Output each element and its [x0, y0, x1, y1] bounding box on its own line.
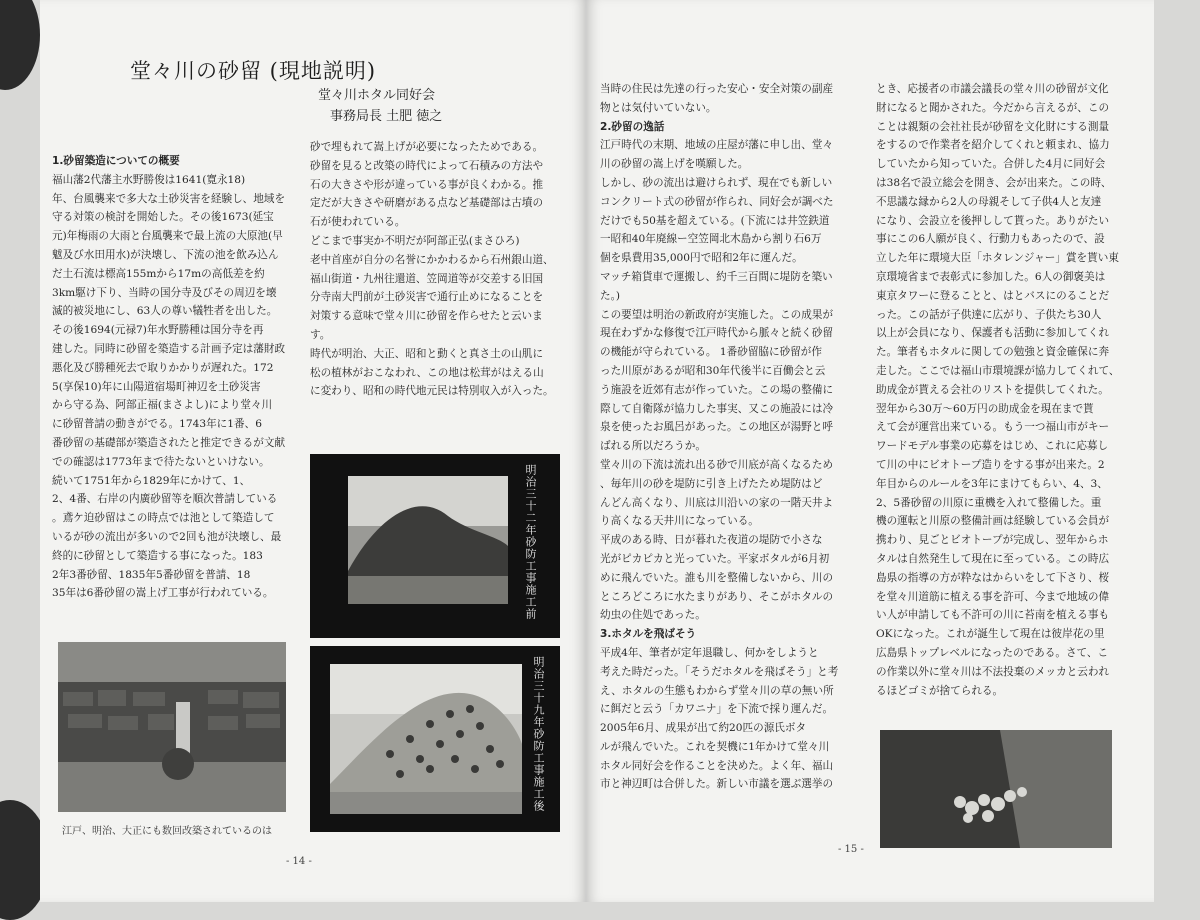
text-line: ワードモデル事業の応募をはじめ、これに応募し: [876, 440, 1109, 453]
text-line: コンクリート式の砂留が作られ、同好会が調べた: [600, 195, 834, 208]
text-line: 京環境省まで表彰式に参加した。6人の御褒美は: [876, 270, 1106, 283]
text-line: るほどゴミが捨てられる。: [876, 684, 1004, 697]
background-object-top: [0, 0, 40, 90]
text-line: 砂留を見ると改築の時代によって石積みの方法や: [310, 159, 544, 172]
text-line: 5(享保10)年に山陽道宿場町神辺を土砂災害: [52, 380, 261, 393]
text-line: 年目からのルールを3年にまけてもらい、4、3、: [876, 477, 1108, 490]
historical-photo-after: [310, 646, 560, 832]
text-line: ホタル同好会を作ることを決めた。よく年、福山: [600, 759, 834, 772]
text-line: 携わり、見ごとビオトープが完成し、翌年からホ: [876, 534, 1109, 547]
photo-stone-dam: [58, 642, 286, 812]
text-line: 個を県費用35,000円で昭和2年に運んだ。: [600, 252, 803, 265]
text-line: マッチ箱貨車で運搬し、約千三百間に堤防を築い: [600, 270, 833, 283]
text-line: に砂留普請の動きがでる。1743年に1番、6: [52, 418, 262, 431]
photo-volunteers-riverbed: [880, 730, 1112, 848]
text-line: 終的に砂留として築造する事になった。183: [52, 549, 263, 562]
text-line: 泉を使ったお風呂があった。この地区が湯野と呼: [600, 421, 833, 434]
page-title: 堂々川の砂留 (現地説明): [130, 59, 377, 83]
text-line: て川の中にビオトープ造りをする事が出来た。2: [876, 458, 1105, 471]
hill-before-illustration: [348, 476, 508, 604]
author-line: 事務局長 土肥 徳之: [330, 109, 443, 124]
text-line: 事にこの6人願が良く、行動力もあったので、設: [876, 233, 1105, 246]
text-line: ルが飛んでいた。これを契機に1年かけて堂々川: [600, 740, 830, 753]
text-line: 市と神辺町は合併した。新しい市議を選ぶ選挙の: [600, 778, 834, 791]
text-line: 以上が会員になり、保護者も活動に参加してくれ: [876, 327, 1110, 340]
text-line: だ土石流は標高155mから17mの高低差を約: [52, 267, 265, 280]
historical-photo-before: [310, 454, 560, 638]
stone-dam-illustration: [58, 642, 286, 812]
text-line: 砂で埋もれて嵩上げが必要になったためである。: [310, 141, 544, 153]
text-line: とき、応援者の市議会議長の堂々川の砂留が文化: [876, 83, 1109, 95]
organization-name: 堂々川ホタル同好会: [318, 88, 436, 103]
text-line: った川原があるが昭和30年代後半に百働会と云: [600, 364, 826, 377]
text-line: 際して自衛隊が協力した事実、又この施設には冷: [600, 402, 834, 415]
text-line: から守る為、阿部正福(まさよし)により堂々川: [52, 399, 273, 412]
text-line: めに飛んでいた。誰も川を整備しないから、川の: [600, 571, 834, 584]
text-line: ところどころに水たまりがあり、そこがホタルの: [600, 590, 834, 603]
right-column-1: [600, 80, 838, 794]
right-page: [586, 0, 1154, 902]
text-line: を堂々川道筋に植える事を許可、今まで地域の偉: [876, 590, 1110, 603]
text-line: 松の植林がおこなわれ、この地は松茸がはえる山: [310, 366, 544, 379]
text-line: その後1694(元禄7)年水野勝種は国分寺を再: [52, 324, 264, 337]
page-number-left: - 14 -: [286, 856, 312, 867]
text-line: んどん高くなり、川底は川沿いの家の一階天井よ: [600, 496, 834, 509]
text-line: だけでも50基を超えている。(下流には井笠鉄道: [600, 214, 830, 227]
text-line: に餌だと云う「カワニナ」を下流で採り運んだ。: [600, 703, 834, 716]
text-line: 。鳶ケ迫砂留はこの時点では池として築造して: [52, 512, 275, 525]
text-line: していたから知っていた。合併した4月に同好会: [876, 158, 1106, 171]
text-line: の機能が守られている。 1番砂留脇に砂留が作: [600, 346, 822, 359]
text-line: 番砂留の基礎部が築造されたと推定できるが文献: [52, 436, 286, 449]
text-line: 対策する意味で堂々川に砂留を作らせたと云いま: [310, 310, 543, 323]
hill-after-illustration: [330, 664, 522, 814]
text-line: 光がピカピカと光っていた。平家ボタルが6月初: [600, 552, 830, 565]
text-line: 堂々川の下流は流れ出る砂で川底が高くなるため: [600, 458, 834, 471]
text-line: をするので作業者を紹介してくれと頼まれ、協力: [876, 139, 1110, 152]
text-line: い人が申請しても不許可の川に苔南を植える事も: [876, 609, 1110, 622]
photo-caption: 江戸、明治、大正にも数回改築されているのは: [62, 826, 272, 837]
text-line: 時代が明治、大正、昭和と動くと真さ土の山肌に: [310, 347, 544, 360]
text-line: 2、4番、右岸の内廣砂留等を順次普請している: [52, 493, 278, 506]
text-line: 分寺南大門前が土砂災害で通行止めになることを: [310, 291, 544, 304]
text-line: 立した年に環境大臣「ホタレンジャー」賞を貰い東: [876, 252, 1119, 265]
text-line: 財になると聞かされた。今だから言えるが、この: [876, 101, 1110, 114]
text-line: た。): [600, 289, 621, 302]
text-line: 建した。同時に砂留を築造する計画予定は藩財政: [52, 342, 286, 355]
text-line: この要望は明治の新政府が実施した。この成果が: [600, 308, 834, 321]
text-line: 平成4年、筆者が定年退職し、何かをしようと: [600, 646, 819, 659]
text-line: になり、会設立を後押しして貰った。ありがたい: [876, 214, 1110, 227]
text-line: 35年は6番砂留の嵩上げ工事が行われている。: [52, 587, 274, 600]
text-line: 広島県トップレベルになったのである。さて、こ: [876, 646, 1109, 659]
text-line: 魃及び水田用水)が決壊し、下流の池を飲み込ん: [52, 248, 279, 261]
text-line: 一昭和40年廃線ー空笠岡北木島から割り石6万: [600, 233, 822, 246]
text-line: 3.ホタルを飛ばそう: [600, 628, 697, 641]
text-line: た。筆者もホタルに関しての勉強と資金確保に奔: [876, 346, 1110, 359]
text-line: 現在わずかな修復で江戸時代から脈々と続く砂留: [600, 327, 834, 340]
text-line: 元)年梅雨の大雨と台風襲来で最上流の大原池(早: [52, 230, 283, 243]
text-line: 2年3番砂留、1835年5番砂留を普請、18: [52, 568, 251, 581]
text-line: 続いて1751年から1829年にかけて、1、: [52, 474, 251, 487]
text-line: ばれる所以だろうか。: [600, 440, 706, 453]
text-line: に変わり、昭和の時代地元民は特別収入が入った。: [310, 385, 554, 398]
text-line: での確認は1773年まで待たないといけない。: [52, 455, 270, 468]
text-line: 滅的被災地にし、63人の尊い犠牲者を出した。: [52, 305, 278, 318]
text-line: 定だが大きさや研磨がある点など基礎部は古墳の: [310, 197, 544, 210]
text-line: 年、台風襲来で多大な土砂災害を経験し、地域を: [52, 192, 286, 205]
text-line: 考えた時だった。「そうだホタルを飛ばそう」と考: [600, 665, 839, 678]
text-line: 悪化及び勝種死去で取りかかりが遅れた。172: [52, 361, 274, 374]
text-line: 福山街道・九州往還道、笠岡道等が交差する旧国: [310, 272, 544, 285]
text-line: った。この話が子供達に広がり、子供たち30人: [876, 308, 1102, 321]
text-line: 走した。ここでは福山市環境課が協力してくれて、: [876, 364, 1120, 377]
text-line: 不思議な縁から2人の母親そして子供4人と友達: [876, 195, 1102, 208]
text-line: 3km駆け下り、当時の国分寺及びその周辺を壊: [52, 286, 277, 299]
left-page: [40, 0, 586, 902]
text-line: 平成のある時、日が暮れた夜道の堤防で小さな: [600, 534, 823, 547]
text-line: 翌年から30万〜60万円の助成金を現在まで貰: [876, 402, 1094, 415]
text-line: の作業以外に堂々川は不法投棄のメッカと云われ: [876, 665, 1110, 678]
text-line: は38名で設立総会を開き、会が出来た。この時、: [876, 176, 1112, 189]
page-number-right: - 15 -: [838, 844, 864, 855]
text-line: う施設を近郊有志が作っていた。この場の整備に: [600, 383, 834, 396]
text-line: しかし、砂の流出は避けられず、現在でも新しい: [600, 176, 833, 189]
text-line: 江戸時代の末期、地域の庄屋が藩に申し出、堂々: [600, 139, 834, 152]
text-line: ことは親類の会社社長が砂留を文化財にする測量: [876, 120, 1110, 133]
text-line: り高くなる天井川になっている。: [600, 515, 759, 528]
riverbed-illustration: [880, 730, 1112, 848]
text-line: 2.砂留の逸話: [600, 120, 665, 133]
text-line: 物とは気付いていない。: [600, 101, 717, 114]
text-line: 2、5番砂留の川原に重機を入れて整備した。重: [876, 496, 1102, 509]
text-line: OKになった。これが誕生して現在は彼岸花の里: [876, 628, 1105, 641]
text-line: 福山藩2代藩主水野勝俊は1641(寛永18): [52, 173, 246, 186]
text-line: え、ホタルの生態もわからず堂々川の草の無い所: [600, 684, 834, 697]
text-line: いるが砂の流出が多いので2回も池が決壊し、最: [52, 530, 282, 543]
text-line: す。: [310, 328, 331, 341]
text-line: えて会が運営出来ている。もう一つ福山市がキー: [876, 421, 1110, 434]
text-line: 石が使われている。: [310, 216, 406, 229]
text-line: 助成金が貰える会社のリストを提供してくれた。: [876, 383, 1109, 396]
text-line: タルは自然発生して現在に至っている。この時広: [876, 552, 1110, 565]
photo-inscription-before: 明治三十二年砂防工事施工前: [524, 464, 537, 620]
text-line: 幼虫の住処であった。: [600, 609, 706, 622]
text-line: 川の砂留の嵩上げを嘆願した。: [600, 158, 749, 171]
text-line: 、毎年川の砂を堤防に引き上げたため堤防はど: [600, 477, 823, 490]
photo-inscription-after: 明治三十九年砂防工事施工後: [532, 656, 545, 812]
text-line: 石の大きさや形が違っている事が良くわかる。推: [310, 178, 544, 191]
text-line: 当時の住民は先達の行った安心・安全対策の副産: [600, 83, 834, 95]
text-line: 2005年6月、成果が出て約20匹の源氏ボタ: [600, 722, 807, 735]
left-column-2: [310, 138, 554, 401]
text-line: 島県の指導の方が粋なはからいをして下さり、桜: [876, 571, 1110, 584]
text-line: 東京タワーに登ることと、はとバスにのることだ: [876, 289, 1110, 302]
text-line: どこまで事実か不明だが阿部正弘(まさひろ): [310, 234, 520, 247]
right-column-2: [876, 80, 1119, 700]
text-line: 1.砂留築造についての概要: [52, 155, 180, 167]
text-line: 機の運転と川原の整備計画は経験している会員が: [876, 515, 1110, 528]
left-column-1: [52, 152, 285, 603]
text-line: 守る対策の検討を開始した。その後1673(延宝: [52, 211, 274, 224]
text-line: 老中首座が自分の名誉にかかわるから石州銀山道、: [310, 253, 554, 266]
